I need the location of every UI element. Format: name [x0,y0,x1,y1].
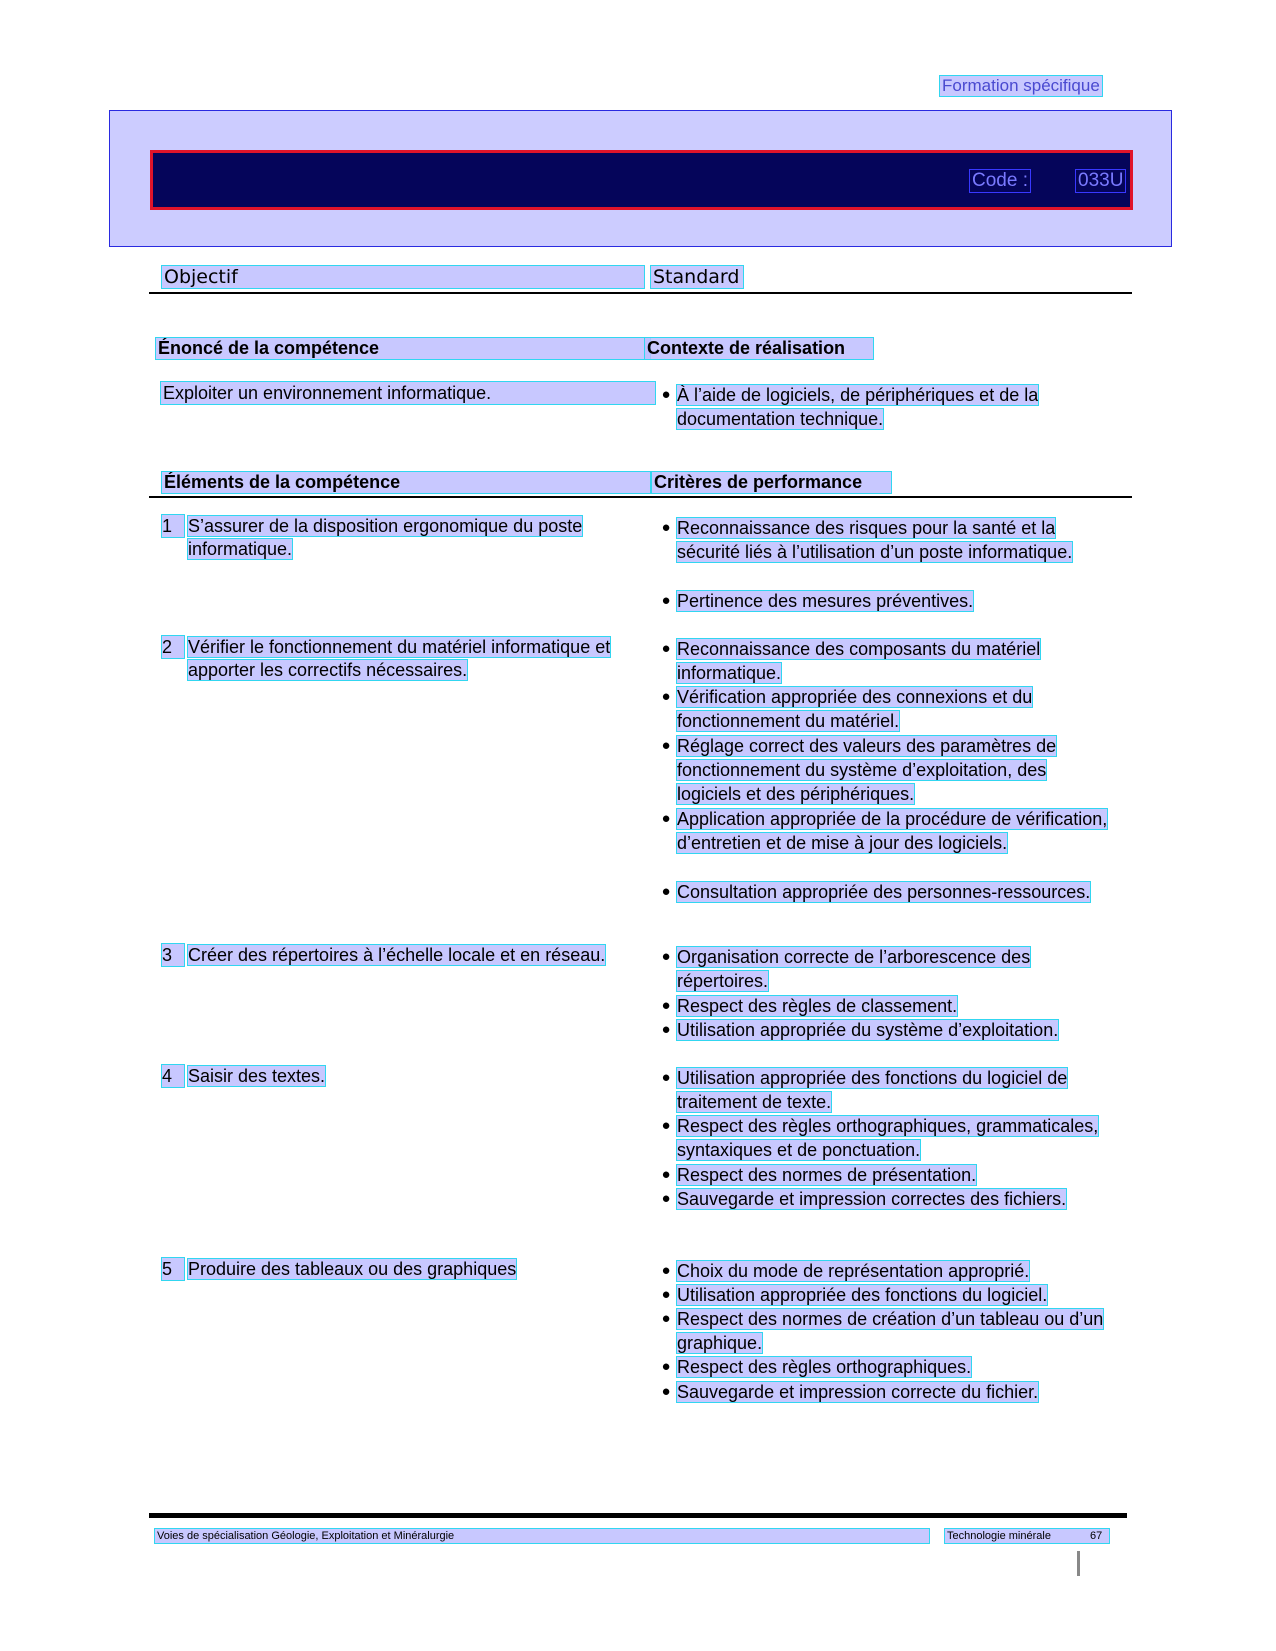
element-number: 3 [162,944,184,966]
criterion-item [655,1380,1110,1404]
competence-statement: Exploiter un environnement informatique. [161,382,655,404]
criterion-text: Utilisation appropriée des fonctions du logiciel. [677,1285,1048,1305]
criterion-item [655,945,1110,993]
footer-left: Voies de spécialisation Géologie, Exploitation et Minéralurgie [155,1529,929,1543]
criterion-text: Pertinence des mesures préventives. [677,591,974,611]
criterion-item [655,1114,1110,1162]
bullet-icon: ● [661,1286,671,1303]
criterion-item [655,994,1110,1018]
competence-heading: Énoncé de la compétence [156,338,650,359]
code-label: Code : [972,170,1028,191]
criterion-item [655,1307,1110,1355]
criterion-item [655,1066,1110,1114]
bullet-icon: ● [661,640,671,657]
context-item [655,383,1110,431]
criterion-item [655,1259,1110,1283]
element-number: 2 [162,636,184,658]
bullet-icon: ● [661,1166,671,1183]
criterion-item [655,637,1110,685]
criterion-item [655,1163,1110,1187]
footer-rule [149,1513,1127,1518]
criterion-text: Vérification appropriée des connexions et du fonctionnement du matériel. [677,687,1033,731]
element-text [188,636,658,682]
bullet-icon: ● [661,1262,671,1279]
bullet-icon: ● [661,737,671,754]
criterion-text: Respect des règles orthographiques, grammaticales, syntaxiques et de ponctuation. [677,1116,1099,1160]
element-number: 4 [162,1065,184,1087]
criterion-text: Reconnaissance des composants du matériel informatique. [677,639,1041,683]
element-number: 1 [162,515,184,537]
criterion-text: Organisation correcte de l’arborescence des répertoires. [677,947,1031,991]
bullet-icon: ● [661,1190,671,1207]
criterion-text: Réglage correct des valeurs des paramètres de fonctionnement du système d’exploitation, des logiciels et des périphériques. [677,736,1057,804]
element-text [188,944,658,967]
bullet-icon: ● [661,810,671,827]
column-objectif: Objectif [162,266,644,288]
elements-heading: Éléments de la compétence [162,472,650,493]
criterion-item [655,1187,1110,1211]
criterion-item [655,516,1110,564]
page-number: 67 [1090,1530,1103,1542]
column-rule [149,292,1132,294]
element-text [188,515,658,561]
elements-rule [149,496,1132,498]
criterion-text: Sauvegarde et impression correcte du fichier. [677,1382,1039,1402]
bullet-icon: ● [661,1310,671,1327]
criterion-item [655,1283,1110,1307]
criterion-item [655,734,1110,806]
element-text-span: Saisir des textes. [188,1066,326,1086]
bullet-icon: ● [661,519,671,536]
element-text [188,1258,658,1281]
bullet-icon: ● [661,1117,671,1134]
criterion-text: Respect des normes de création d’un tableau ou d’un graphique. [677,1309,1104,1353]
bullet-icon: ● [661,1021,671,1038]
criterion-item [655,807,1110,855]
element-text-span: Produire des tableaux ou des graphiques [188,1259,517,1279]
criterion-text: Respect des normes de présentation. [677,1165,977,1185]
code-value: 033U [1078,170,1124,191]
section-label: Formation spécifique [942,76,1100,95]
criterion-text: Respect des règles de classement. [677,996,958,1016]
element-text-span: Créer des répertoires à l’échelle locale et en réseau. [188,945,606,965]
criterion-text: Utilisation appropriée du système d’exploitation. [677,1020,1059,1040]
bullet-icon: ● [661,592,671,609]
criterion-item [655,589,1110,613]
column-standard: Standard [651,266,743,288]
criterion-item [655,1018,1110,1042]
criterion-item [655,1355,1110,1379]
bullet-icon: ● [661,1383,671,1400]
bullet-icon: ● [661,997,671,1014]
criterion-text: À l’aide de logiciels, de périphériques et de la documentation technique. [677,385,1039,429]
criterion-text: Consultation appropriée des personnes-ressources. [677,882,1091,902]
footer-right: Technologie minérale [945,1529,1109,1543]
bullet-icon: ● [661,1358,671,1375]
criteria-heading: Critères de performance [652,472,891,493]
bullet-icon: ● [661,883,671,900]
context-heading: Contexte de réalisation [645,338,873,359]
cursor-mark [1077,1551,1080,1576]
criterion-text: Application appropriée de la procédure de vérification, d’entretien et de mise à jour des logiciels. [677,809,1108,853]
bullet-icon: ● [661,948,671,965]
criterion-item [655,880,1110,904]
element-text-span: Vérifier le fonctionnement du matériel informatique et apporter les correctifs nécessaires. [188,637,611,680]
criterion-text: Respect des règles orthographiques. [677,1357,972,1377]
bullet-icon: ● [661,1069,671,1086]
bullet-icon: ● [661,386,671,403]
element-number: 5 [162,1258,184,1280]
bullet-icon: ● [661,688,671,705]
criterion-item [655,685,1110,733]
criterion-text: Utilisation appropriée des fonctions du logiciel de traitement de texte. [677,1068,1068,1112]
element-text-span: S’assurer de la disposition ergonomique du poste informatique. [188,516,583,559]
criterion-text: Reconnaissance des risques pour la santé et la sécurité liés à l’utilisation d’un poste informatique. [677,518,1073,562]
criterion-text: Choix du mode de représentation approprié. [677,1261,1030,1281]
criterion-text: Sauvegarde et impression correctes des fichiers. [677,1189,1067,1209]
element-text [188,1065,658,1088]
